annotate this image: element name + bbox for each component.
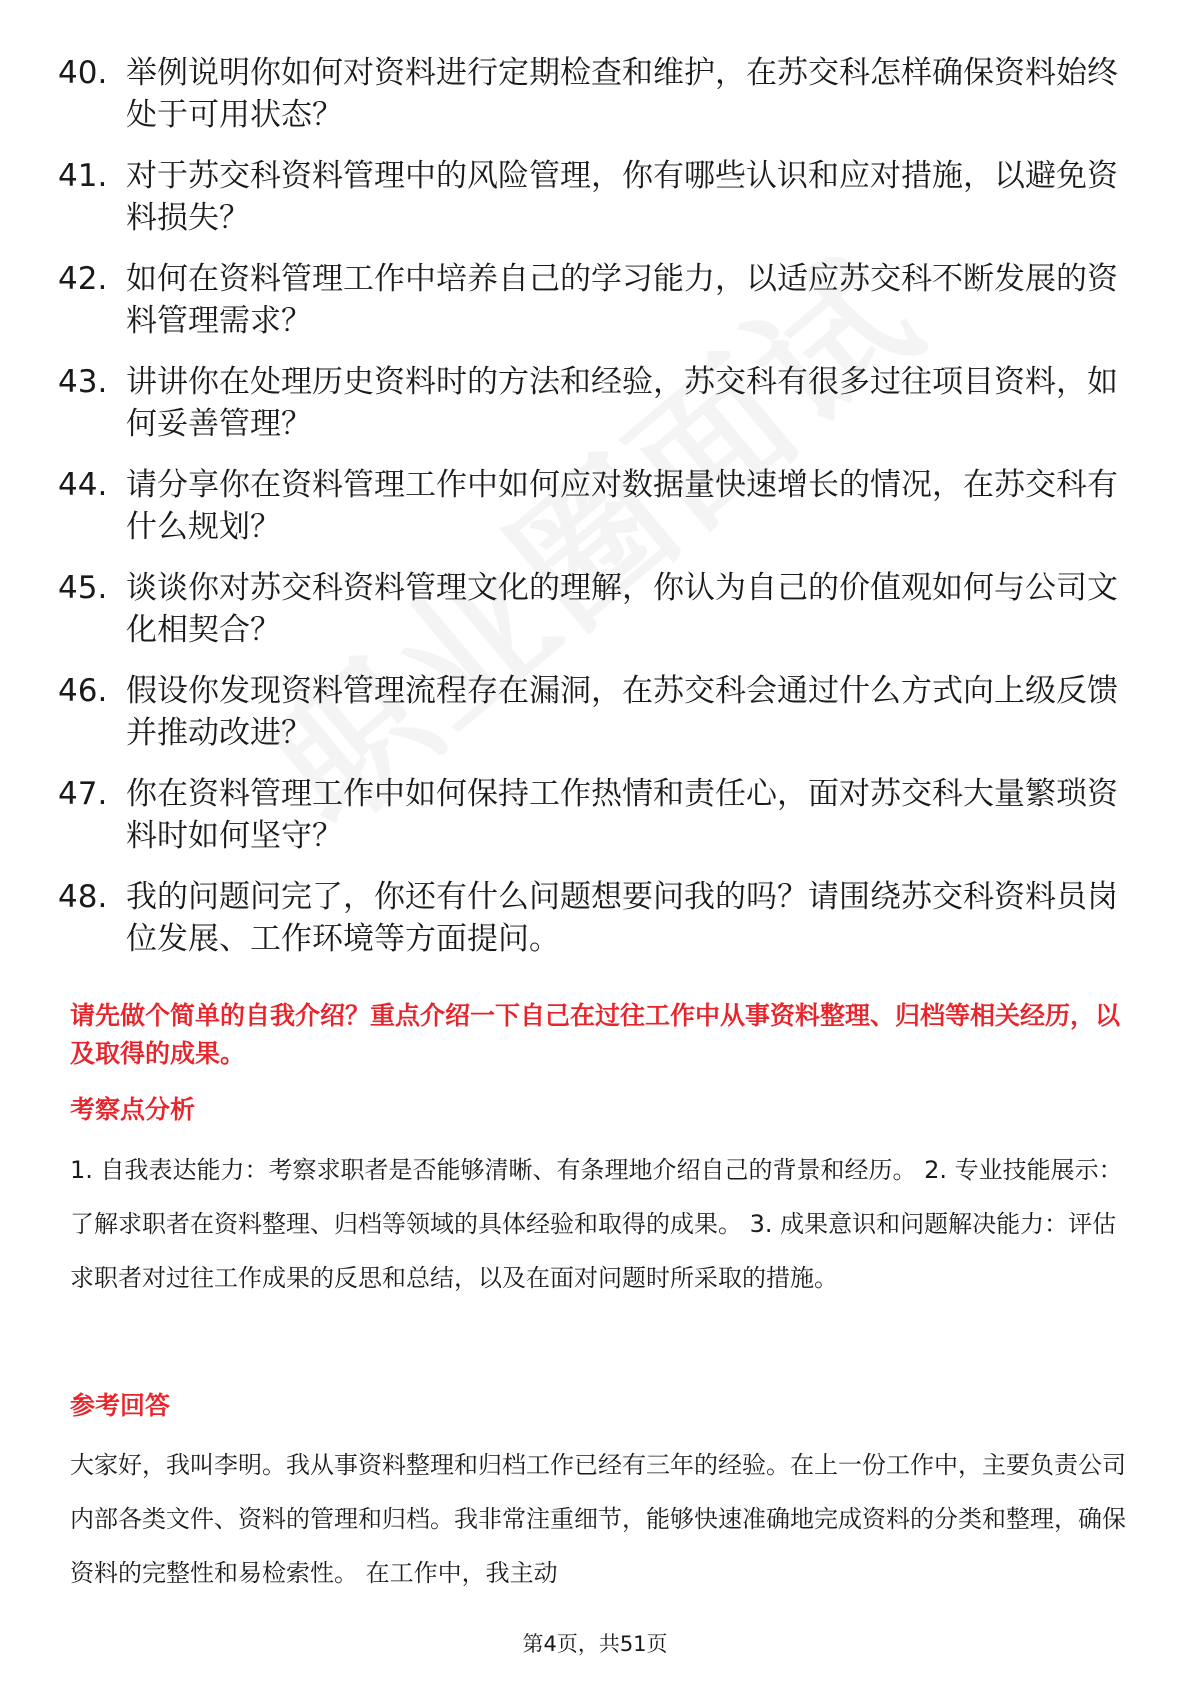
question-text: 举例说明你如何对资料进行定期检查和维护，在苏交科怎样确保资料始终处于可用状态？ [126, 55, 1118, 133]
question-number: 47. [58, 776, 108, 812]
question-text: 讲讲你在处理历史资料时的方法和经验，苏交科有很多过往项目资料，如何妥善管理？ [126, 364, 1118, 442]
highlight-question: 请先做个简单的自我介绍？重点介绍一下自己在过往工作中从事资料整理、归档等相关经历，以及取得的成果。 [70, 1001, 1121, 1068]
question-item [58, 258, 1128, 342]
answer-text: 大家好，我叫李明。我从事资料整理和归档工作已经有三年的经验。在上一份工作中，主要负责公司内部各类文件、资料的管理和归档。我非常注重细节，能够快速准确地完成资料的分类和整理，确保资料的完整性和易检索性。 在工作中，我主动 [70, 1451, 1126, 1587]
question-text: 谈谈你对苏交科资料管理文化的理解，你认为自己的价值观如何与公司文化相契合？ [126, 570, 1118, 648]
question-item [58, 464, 1128, 548]
question-number: 48. [58, 879, 108, 915]
question-item [58, 876, 1128, 960]
question-item [58, 567, 1128, 651]
question-number: 43. [58, 364, 108, 400]
question-text: 你在资料管理工作中如何保持工作热情和责任心，面对苏交科大量繁琐资料时如何坚守？ [126, 776, 1118, 854]
question-text: 如何在资料管理工作中培养自己的学习能力，以适应苏交科不断发展的资料管理需求？ [126, 261, 1118, 339]
answer-heading: 参考回答 [70, 1391, 171, 1420]
question-item [58, 155, 1128, 239]
analysis-text: 1. 自我表达能力：考察求职者是否能够清晰、有条理地介绍自己的背景和经历。 2. 专业技能展示：了解求职者在资料整理、归档等领域的具体经验和取得的成果。 3. 成果意识和问题解决能力：评估求职者对过往工作成果的反思和总结，以及在面对问题时所采取的措施。 [70, 1156, 1123, 1292]
question-text: 假设你发现资料管理流程存在漏洞，在苏交科会通过什么方式向上级反馈并推动改进？ [126, 673, 1118, 751]
question-text: 请分享你在资料管理工作中如何应对数据量快速增长的情况，在苏交科有什么规划？ [126, 467, 1118, 545]
question-number: 42. [58, 261, 108, 297]
analysis-heading: 考察点分析 [70, 1095, 196, 1124]
question-number: 41. [58, 158, 108, 194]
question-text: 我的问题问完了，你还有什么问题想要问我的吗？请围绕苏交科资料员岗位发展、工作环境等方面提问。 [126, 879, 1118, 957]
question-list [58, 52, 1128, 979]
question-number: 45. [58, 570, 108, 606]
question-item [58, 670, 1128, 754]
question-item [58, 52, 1128, 136]
question-number: 44. [58, 467, 108, 503]
question-item [58, 361, 1128, 445]
page-footer: 第4页，共51页 [522, 1632, 668, 1656]
question-number: 40. [58, 55, 108, 91]
question-item [58, 773, 1128, 857]
question-number: 46. [58, 673, 108, 709]
question-text: 对于苏交科资料管理中的风险管理，你有哪些认识和应对措施，以避免资料损失？ [126, 158, 1118, 236]
